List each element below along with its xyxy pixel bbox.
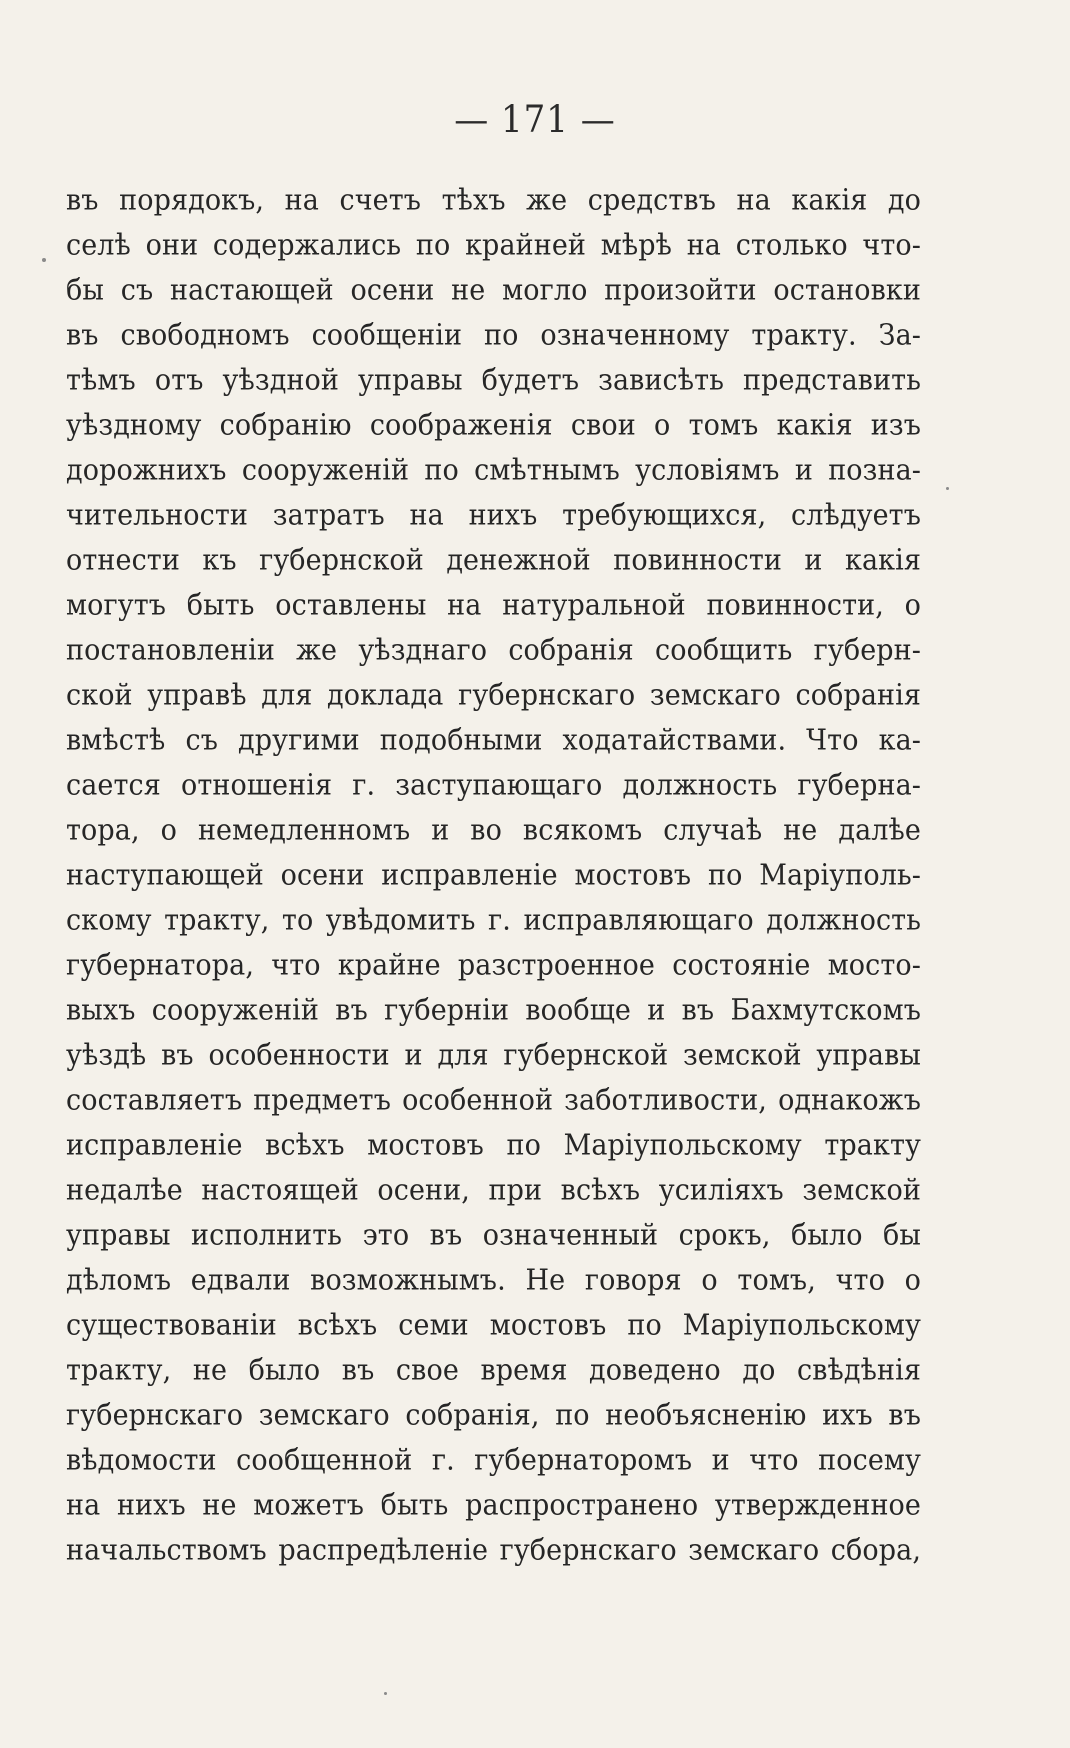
text-line: исправленіе всѣхъ мостовъ по Маріупольскому тракту xyxy=(66,1128,921,1163)
text-line: бы съ настающей осени не могло произойти остановки xyxy=(66,273,921,308)
text-line: наступающей осени исправленіе мостовъ по Маріуполь- xyxy=(66,858,921,893)
text-line: губернатора, что крайне разстроенное состояніе мосто- xyxy=(66,948,921,983)
text-line: селѣ они содержались по крайней мѣрѣ на столько что- xyxy=(66,228,921,263)
page-number: — 171 — xyxy=(454,98,616,142)
text-line: начальствомъ распредѣленіе губернскаго земскаго сбора, xyxy=(66,1533,921,1568)
text-line: недалѣе настоящей осени, при всѣхъ усиліяхъ земской xyxy=(66,1173,921,1208)
text-line: отнести къ губернской денежной повинности и какія xyxy=(66,543,921,578)
text-line: составляетъ предметъ особенной заботливости, однакожъ xyxy=(66,1083,921,1118)
text-line: уѣздному собранію соображенія свои о томъ какія изъ xyxy=(66,408,921,443)
text-line: уѣздѣ въ особенности и для губернской земской управы xyxy=(66,1038,921,1073)
text-line: выхъ сооруженій въ губерніи вообще и въ Бахмутскомъ xyxy=(66,993,921,1028)
text-line: постановленіи же уѣзднаго собранія сообщить губерн- xyxy=(66,633,921,668)
text-line: губернскаго земскаго собранія, по необъясненію ихъ въ xyxy=(66,1398,921,1433)
text-line: дорожнихъ сооруженій по смѣтнымъ условіямъ и позна- xyxy=(66,453,921,488)
text-line: вмѣстѣ съ другими подобными ходатайствами. Что ка- xyxy=(66,723,921,758)
text-line: существованіи всѣхъ семи мостовъ по Маріупольскому xyxy=(66,1308,921,1343)
text-line: въ свободномъ сообщеніи по означенному тракту. За- xyxy=(66,318,921,353)
text-line: сается отношенія г. заступающаго должность губерна- xyxy=(66,768,921,803)
paper-speck xyxy=(42,258,46,262)
text-line: тора, о немедленномъ и во всякомъ случаѣ не далѣе xyxy=(66,813,921,848)
text-line: тракту, не было въ свое время доведено до свѣдѣнія xyxy=(66,1353,921,1388)
paper-speck xyxy=(946,487,949,490)
text-line: скому тракту, то увѣдомить г. исправляющаго должность xyxy=(66,903,921,938)
paper-speck xyxy=(384,1692,387,1695)
text-line: тѣмъ отъ уѣздной управы будетъ зависѣть представить xyxy=(66,363,921,398)
text-line: въ порядокъ, на счетъ тѣхъ же средствъ на какія до xyxy=(66,183,921,218)
page-body-text xyxy=(66,178,921,1573)
text-line: чительности затратъ на нихъ требующихся, слѣдуетъ xyxy=(66,498,921,533)
text-line: вѣдомости сообщенной г. губернаторомъ и что посему xyxy=(66,1443,921,1478)
text-line: могутъ быть оставлены на натуральной повинности, о xyxy=(66,588,921,623)
text-line: ской управѣ для доклада губернскаго земскаго собранія xyxy=(66,678,921,713)
text-line: на нихъ не можетъ быть распространено утвержденное xyxy=(66,1488,921,1523)
text-line: дѣломъ едвали возможнымъ. Не говоря о томъ, что о xyxy=(66,1263,921,1298)
text-line: управы исполнить это въ означенный срокъ, было бы xyxy=(66,1218,921,1253)
